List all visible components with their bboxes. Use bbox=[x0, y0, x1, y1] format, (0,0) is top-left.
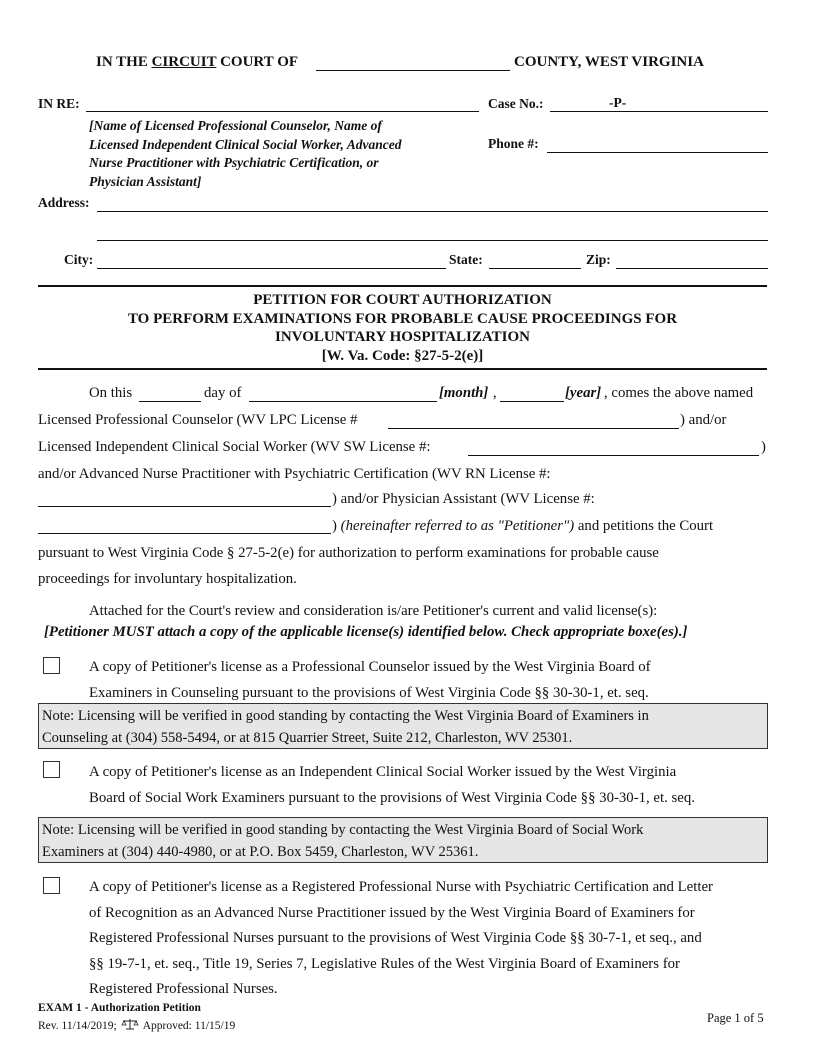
counselor-item: A copy of Petitioner's license as a Professional Counselor issued by the West Virginia Board of Examiners in Counseling pursuant to the provisions of West Virginia Code §§ 30-30-1, et. seq. bbox=[89, 659, 651, 701]
phone-label: Phone #: bbox=[488, 136, 539, 151]
scales-icon bbox=[121, 1018, 139, 1033]
pa-license-field[interactable] bbox=[38, 533, 331, 534]
nurse-item: A copy of Petitioner's license as a Registered Professional Nurse with Psychiatric Certification and Letter of Recognition as an Advanced Nurse Practitioner issued by the West Virginia Board of Examiners for Registered Professional Nurses pursuant to the provisions of West Virginia Code §§ 30-7-1, et seq., and §§ 19-7-1, et. seq., Title 19, Series 7, Legislative Rules of the West Virginia Board of Examiners for Registered Professional Nurses. bbox=[89, 879, 713, 997]
state-label: State: bbox=[449, 252, 483, 267]
rn-license-field[interactable] bbox=[38, 506, 331, 507]
in-re-field[interactable] bbox=[86, 111, 479, 112]
social-worker-note: Note: Licensing will be verified in good standing by contacting the West Virginia Board of Social Work Examiners at (304) 440-4980, or at P.O. Box 5459, Charleston, WV 25361. bbox=[38, 817, 768, 863]
andor-1: ) and/or bbox=[680, 412, 727, 428]
court-type: CIRCUIT bbox=[151, 54, 217, 70]
county-state: COUNTY, WEST VIRGINIA bbox=[514, 54, 704, 70]
on-this-label: On this bbox=[89, 385, 133, 401]
year-label: [year] bbox=[565, 385, 602, 401]
checkbox-social-worker[interactable] bbox=[43, 761, 60, 778]
checkbox-counselor[interactable] bbox=[43, 657, 60, 674]
county-field[interactable] bbox=[316, 70, 510, 71]
pursuant-text: pursuant to West Virginia Code § 27-5-2(e) for authorization to perform examinations for probable cause bbox=[38, 545, 659, 561]
zip-field[interactable] bbox=[616, 268, 768, 269]
sw-label: Licensed Independent Clinical Social Worker (WV SW License #: bbox=[38, 439, 431, 455]
petitioner-defined: ) (hereinafter referred to as "Petitioner") and petitions the Court bbox=[332, 518, 714, 534]
revision-line: Rev. 11/14/2019; Approved: 11/15/19 bbox=[38, 1019, 236, 1032]
court-header: IN THE CIRCUIT COURT OF bbox=[96, 54, 299, 70]
attached-text: Attached for the Court's review and consideration is/are Petitioner's current and valid license(s): bbox=[89, 603, 658, 619]
petition-title: PETITION FOR COURT AUTHORIZATION TO PERFORM EXAMINATIONS FOR PROBABLE CAUSE PROCEEDINGS FOR INVOLUNTARY HOSPITALIZATION [W. Va. Code: §27-5-2(e)] bbox=[127, 292, 678, 364]
petitioner-description: [Name of Licensed Professional Counselor, Name of Licensed Independent Clinical Social Worker, Advanced Nurse Practitioner with Psychiatric Certification, or Physician Assistant] bbox=[89, 118, 402, 189]
comes-label: , comes the above named bbox=[604, 385, 754, 401]
counselor-note: Note: Licensing will be verified in good standing by contacting the West Virginia Board of Examiners in Counseling at (304) 558-5494, or at 815 Quarrier Street, Suite 212, Charleston, WV 25301. bbox=[38, 703, 768, 749]
case-no-label: Case No.: bbox=[488, 96, 544, 111]
year-field[interactable] bbox=[500, 401, 564, 402]
case-no-field[interactable] bbox=[550, 111, 768, 112]
state-field[interactable] bbox=[489, 268, 581, 269]
phone-field[interactable] bbox=[547, 152, 768, 153]
lpc-label: Licensed Professional Counselor (WV LPC License # bbox=[38, 412, 358, 428]
proceedings-text: proceedings for involuntary hospitalization. bbox=[38, 571, 297, 587]
sw-license-field[interactable] bbox=[468, 455, 759, 456]
social-worker-item: A copy of Petitioner's license as an Independent Clinical Social Worker issued by the West Virginia Board of Social Work Examiners pursuant to the provisions of West Virginia Code §§ 30-30-1, et. seq. bbox=[89, 764, 695, 806]
form-id: EXAM 1 - Authorization Petition bbox=[38, 1002, 201, 1014]
lpc-license-field[interactable] bbox=[388, 428, 679, 429]
attach-instruction: [Petitioner MUST attach a copy of the applicable license(s) identified below. Check appropriate boxe(es).] bbox=[44, 624, 688, 640]
zip-label: Zip: bbox=[586, 252, 611, 267]
anp-label: and/or Advanced Nurse Practitioner with Psychiatric Certification (WV RN License #: bbox=[38, 466, 551, 482]
pa-label: ) and/or Physician Assistant (WV License #: bbox=[332, 491, 595, 507]
in-re-label: IN RE: bbox=[38, 96, 80, 111]
page-number: Page 1 of 5 bbox=[707, 1011, 764, 1025]
city-label: City: bbox=[64, 252, 94, 267]
month-field[interactable] bbox=[249, 401, 437, 402]
divider-top bbox=[38, 285, 767, 287]
day-of-label: day of bbox=[204, 385, 242, 401]
month-label: [month] bbox=[439, 385, 489, 401]
case-no-mid: -P- bbox=[609, 95, 627, 110]
city-field[interactable] bbox=[97, 268, 446, 269]
address-field-2[interactable] bbox=[97, 240, 768, 241]
comma: , bbox=[493, 385, 497, 401]
address-field-1[interactable] bbox=[97, 211, 768, 212]
divider-bottom bbox=[38, 368, 767, 370]
checkbox-nurse[interactable] bbox=[43, 877, 60, 894]
sw-close: ) bbox=[761, 439, 766, 455]
day-field[interactable] bbox=[139, 401, 201, 402]
address-label: Address: bbox=[38, 195, 90, 210]
